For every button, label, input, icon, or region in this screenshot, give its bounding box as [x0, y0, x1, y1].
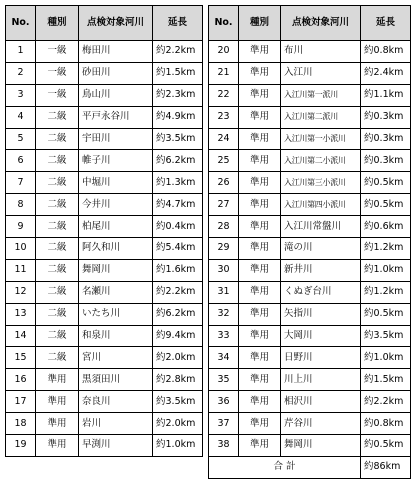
row-river-name: 梅田川 — [79, 41, 153, 63]
row-type: 一級 — [36, 41, 79, 63]
row-length: 約1.1km — [361, 84, 411, 106]
row-no: 21 — [209, 62, 239, 84]
river-table-left — [5, 5, 203, 457]
row-type: 準用 — [239, 150, 281, 172]
header-type: 種別 — [239, 6, 281, 41]
row-type: 準用 — [239, 216, 281, 238]
row-length: 約5.4km — [153, 238, 203, 260]
row-type: 一級 — [36, 62, 79, 84]
row-river-name: 入江川第四小派川 — [281, 194, 361, 216]
row-no: 37 — [209, 413, 239, 435]
row-no: 26 — [209, 172, 239, 194]
row-length: 約2.2km — [153, 41, 203, 63]
row-no: 1 — [6, 41, 36, 63]
table-row — [6, 369, 203, 391]
row-river-name: 布川 — [281, 41, 361, 63]
row-type: 二級 — [36, 106, 79, 128]
row-length: 約0.5km — [361, 172, 411, 194]
row-type: 準用 — [239, 325, 281, 347]
row-type: 二級 — [36, 194, 79, 216]
row-river-name: くぬぎ台川 — [281, 281, 361, 303]
row-type: 準用 — [239, 413, 281, 435]
row-length: 約1.6km — [153, 259, 203, 281]
row-river-name: 鳥山川 — [79, 84, 153, 106]
total-value: 約86km — [361, 456, 411, 478]
table-row — [209, 150, 411, 172]
row-no: 7 — [6, 172, 36, 194]
row-no: 16 — [6, 369, 36, 391]
row-type: 二級 — [36, 216, 79, 238]
row-length: 約1.5km — [153, 62, 203, 84]
table-row — [209, 369, 411, 391]
table-row — [6, 84, 203, 106]
row-no: 10 — [6, 238, 36, 260]
row-river-name: 滝の川 — [281, 238, 361, 260]
row-no: 17 — [6, 391, 36, 413]
row-type: 準用 — [36, 435, 79, 457]
row-no: 14 — [6, 325, 36, 347]
table-row — [209, 303, 411, 325]
row-no: 8 — [6, 194, 36, 216]
row-no: 5 — [6, 128, 36, 150]
row-river-name: 帷子川 — [79, 150, 153, 172]
header-row — [209, 6, 411, 41]
row-river-name: 宇田川 — [79, 128, 153, 150]
row-length: 約1.0km — [153, 435, 203, 457]
table-row — [209, 62, 411, 84]
row-river-name: 入江川第一派川 — [281, 84, 361, 106]
row-no: 33 — [209, 325, 239, 347]
row-type: 準用 — [36, 413, 79, 435]
table-row — [209, 194, 411, 216]
table-row — [209, 41, 411, 63]
row-river-name: 大岡川 — [281, 325, 361, 347]
row-no: 22 — [209, 84, 239, 106]
row-no: 30 — [209, 259, 239, 281]
table-row — [209, 259, 411, 281]
header-length: 延長 — [153, 6, 203, 41]
row-length: 約0.5km — [361, 435, 411, 457]
table-row — [6, 303, 203, 325]
row-no: 29 — [209, 238, 239, 260]
row-length: 約0.8km — [361, 413, 411, 435]
row-river-name: 柏尾川 — [79, 216, 153, 238]
row-no: 23 — [209, 106, 239, 128]
table-row — [6, 106, 203, 128]
total-row — [209, 456, 411, 478]
row-length: 約1.2km — [361, 238, 411, 260]
row-no: 28 — [209, 216, 239, 238]
row-no: 12 — [6, 281, 36, 303]
row-length: 約9.4km — [153, 325, 203, 347]
row-type: 準用 — [239, 62, 281, 84]
header-row — [6, 6, 203, 41]
table-row — [209, 128, 411, 150]
row-no: 19 — [6, 435, 36, 457]
row-type: 二級 — [36, 238, 79, 260]
row-river-name: 入江川第二小派川 — [281, 150, 361, 172]
row-type: 二級 — [36, 347, 79, 369]
table-row — [209, 216, 411, 238]
row-type: 準用 — [36, 391, 79, 413]
header-river: 点検対象河川 — [79, 6, 153, 41]
row-length: 約1.5km — [361, 369, 411, 391]
row-type: 準用 — [239, 281, 281, 303]
row-river-name: 入江川第三小派川 — [281, 172, 361, 194]
table-row — [209, 391, 411, 413]
row-no: 3 — [6, 84, 36, 106]
header-no: No. — [209, 6, 239, 41]
row-type: 二級 — [36, 325, 79, 347]
row-river-name: 黒須田川 — [79, 369, 153, 391]
table-row — [209, 413, 411, 435]
row-length: 約0.4km — [153, 216, 203, 238]
row-river-name: 日野川 — [281, 347, 361, 369]
row-no: 27 — [209, 194, 239, 216]
row-river-name: 芹谷川 — [281, 413, 361, 435]
row-no: 2 — [6, 62, 36, 84]
table-row — [6, 435, 203, 457]
table-row — [6, 347, 203, 369]
row-type: 二級 — [36, 281, 79, 303]
row-type: 一級 — [36, 84, 79, 106]
row-river-name: 矢指川 — [281, 303, 361, 325]
row-length: 約6.2km — [153, 303, 203, 325]
row-no: 38 — [209, 435, 239, 457]
row-length: 約1.2km — [361, 281, 411, 303]
table-row — [6, 128, 203, 150]
table-row — [6, 238, 203, 260]
row-no: 9 — [6, 216, 36, 238]
row-length: 約2.3km — [153, 84, 203, 106]
row-length: 約0.8km — [361, 41, 411, 63]
row-length: 約4.9km — [153, 106, 203, 128]
row-river-name: 早渕川 — [79, 435, 153, 457]
row-type: 準用 — [239, 435, 281, 457]
row-length: 約6.2km — [153, 150, 203, 172]
row-no: 24 — [209, 128, 239, 150]
row-length: 約0.6km — [361, 216, 411, 238]
row-length: 約1.0km — [361, 347, 411, 369]
row-river-name: 入江川第二派川 — [281, 106, 361, 128]
row-river-name: 阿久和川 — [79, 238, 153, 260]
table-row — [209, 106, 411, 128]
row-type: 準用 — [239, 238, 281, 260]
row-river-name: 舞岡川 — [281, 435, 361, 457]
row-type: 二級 — [36, 128, 79, 150]
row-length: 約2.0km — [153, 413, 203, 435]
river-table-right — [208, 5, 411, 479]
row-no: 35 — [209, 369, 239, 391]
row-type: 準用 — [36, 369, 79, 391]
row-no: 32 — [209, 303, 239, 325]
header-length: 延長 — [361, 6, 411, 41]
row-length: 約1.3km — [153, 172, 203, 194]
row-river-name: 名瀬川 — [79, 281, 153, 303]
table-row — [6, 259, 203, 281]
row-type: 準用 — [239, 84, 281, 106]
row-river-name: 川上川 — [281, 369, 361, 391]
row-river-name: 宮川 — [79, 347, 153, 369]
table-row — [6, 172, 203, 194]
header-no: No. — [6, 6, 36, 41]
table-row — [209, 347, 411, 369]
row-river-name: 相沢川 — [281, 391, 361, 413]
river-table-left-body — [6, 6, 203, 457]
row-river-name: 和泉川 — [79, 325, 153, 347]
row-type: 準用 — [239, 106, 281, 128]
row-length: 約0.3km — [361, 106, 411, 128]
row-type: 準用 — [239, 194, 281, 216]
river-table-right-body — [209, 6, 411, 479]
table-row — [6, 194, 203, 216]
row-type: 二級 — [36, 303, 79, 325]
row-no: 11 — [6, 259, 36, 281]
row-river-name: 岩川 — [79, 413, 153, 435]
header-river: 点検対象河川 — [281, 6, 361, 41]
table-row — [209, 238, 411, 260]
row-no: 34 — [209, 347, 239, 369]
row-river-name: 舞岡川 — [79, 259, 153, 281]
row-river-name: 入江川 — [281, 62, 361, 84]
row-no: 13 — [6, 303, 36, 325]
row-river-name: 新井川 — [281, 259, 361, 281]
row-river-name: 奈良川 — [79, 391, 153, 413]
table-row — [6, 150, 203, 172]
row-type: 準用 — [239, 41, 281, 63]
row-river-name: 今井川 — [79, 194, 153, 216]
row-length: 約0.3km — [361, 128, 411, 150]
row-length: 約4.7km — [153, 194, 203, 216]
table-row — [6, 281, 203, 303]
row-length: 約0.5km — [361, 194, 411, 216]
row-river-name: 砂田川 — [79, 62, 153, 84]
row-length: 約3.5km — [153, 128, 203, 150]
row-length: 約2.0km — [153, 347, 203, 369]
table-row — [209, 281, 411, 303]
row-length: 約0.5km — [361, 303, 411, 325]
row-type: 二級 — [36, 259, 79, 281]
row-type: 準用 — [239, 128, 281, 150]
row-no: 6 — [6, 150, 36, 172]
table-row — [209, 84, 411, 106]
row-no: 25 — [209, 150, 239, 172]
total-label: 合 計 — [209, 456, 361, 478]
row-type: 準用 — [239, 303, 281, 325]
row-type: 準用 — [239, 172, 281, 194]
row-no: 4 — [6, 106, 36, 128]
row-type: 準用 — [239, 369, 281, 391]
header-type: 種別 — [36, 6, 79, 41]
row-no: 18 — [6, 413, 36, 435]
row-length: 約2.8km — [153, 369, 203, 391]
row-no: 15 — [6, 347, 36, 369]
row-length: 約0.3km — [361, 150, 411, 172]
row-river-name: いたち川 — [79, 303, 153, 325]
row-type: 準用 — [239, 391, 281, 413]
row-river-name: 中堀川 — [79, 172, 153, 194]
row-type: 二級 — [36, 150, 79, 172]
row-length: 約3.5km — [153, 391, 203, 413]
row-river-name: 入江川常盤川 — [281, 216, 361, 238]
table-row — [6, 41, 203, 63]
row-length: 約1.0km — [361, 259, 411, 281]
row-type: 準用 — [239, 347, 281, 369]
table-row — [209, 172, 411, 194]
row-no: 31 — [209, 281, 239, 303]
table-row — [6, 325, 203, 347]
row-no: 36 — [209, 391, 239, 413]
row-type: 二級 — [36, 172, 79, 194]
table-row — [6, 62, 203, 84]
row-length: 約2.4km — [361, 62, 411, 84]
table-row — [6, 216, 203, 238]
table-row — [209, 325, 411, 347]
row-river-name: 入江川第一小派川 — [281, 128, 361, 150]
table-row — [6, 391, 203, 413]
table-row — [6, 413, 203, 435]
row-length: 約2.2km — [361, 391, 411, 413]
row-length: 約2.2km — [153, 281, 203, 303]
row-no: 20 — [209, 41, 239, 63]
row-river-name: 平戸永谷川 — [79, 106, 153, 128]
table-row — [209, 435, 411, 457]
row-type: 準用 — [239, 259, 281, 281]
row-length: 約3.5km — [361, 325, 411, 347]
